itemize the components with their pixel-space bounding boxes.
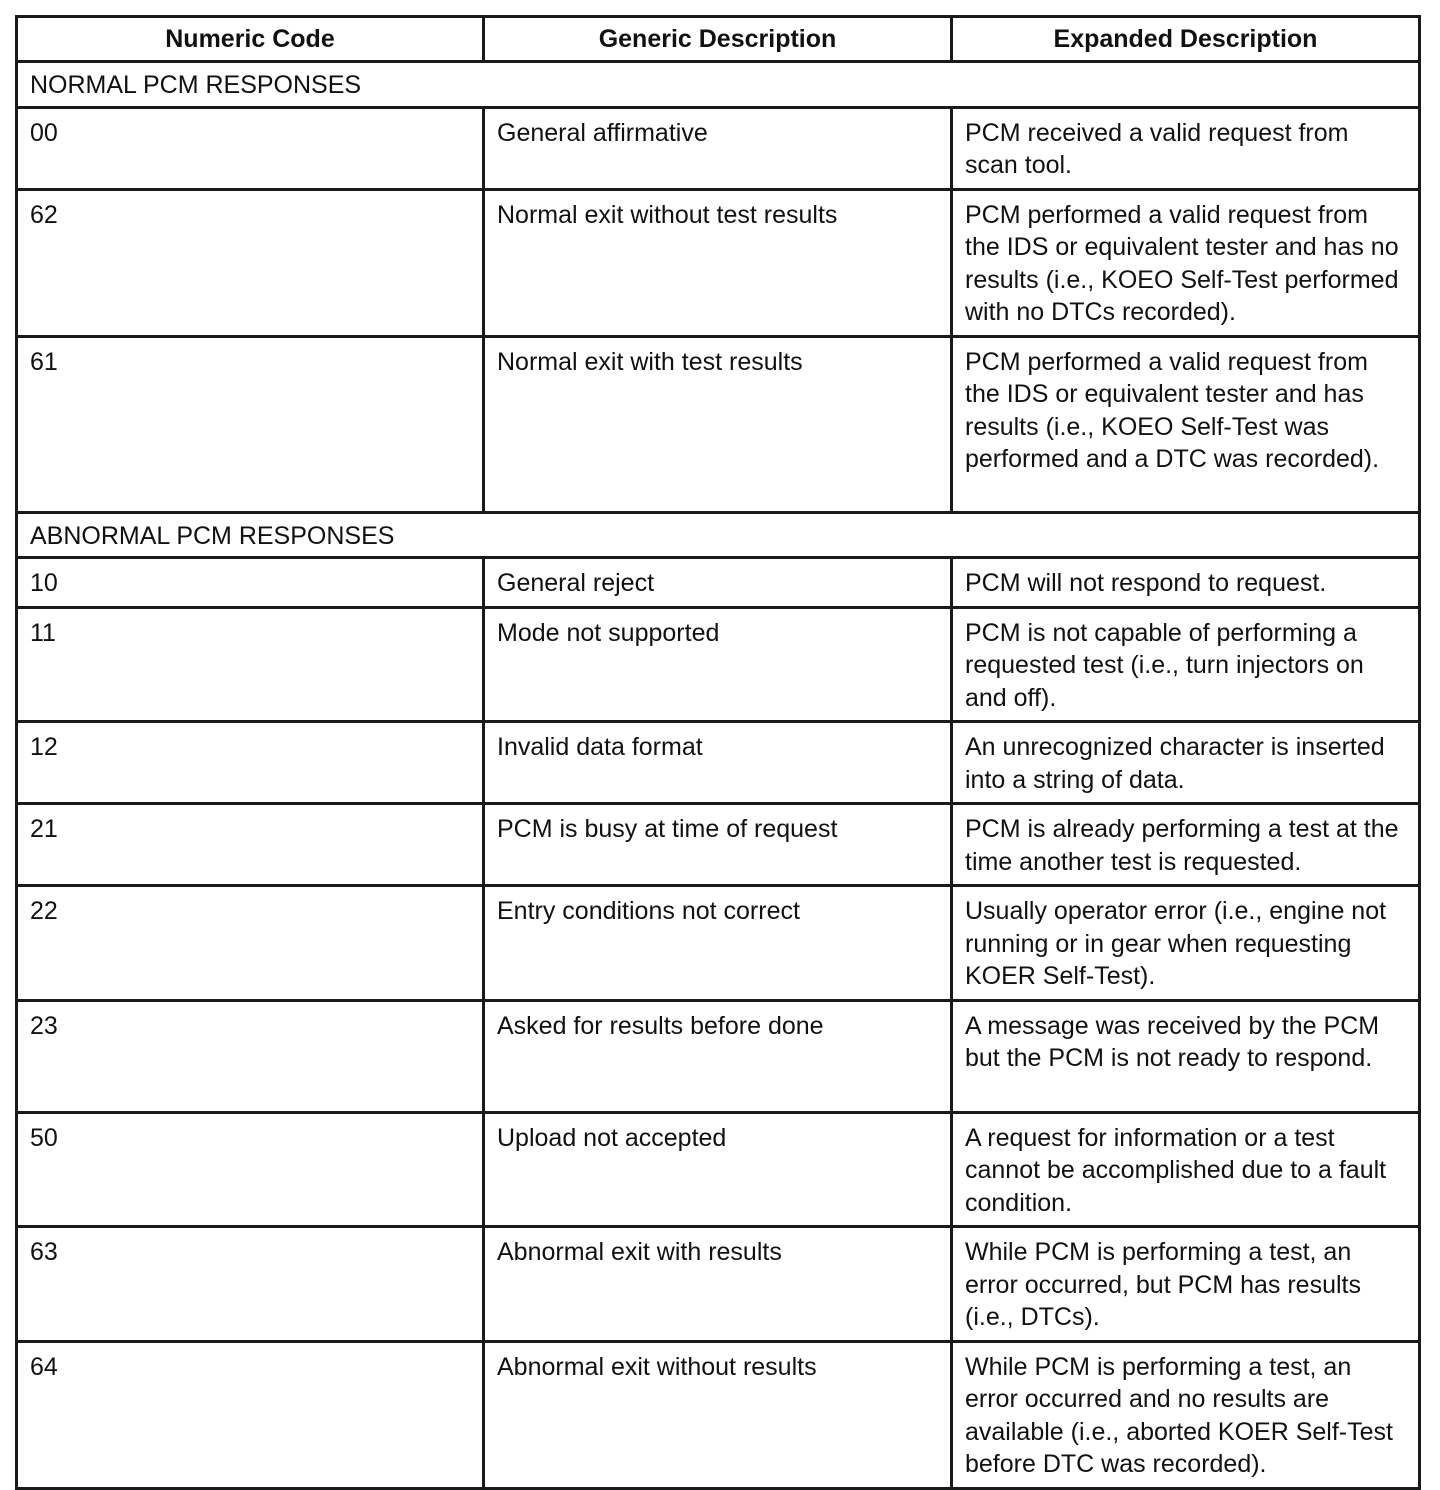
header-numeric-code: Numeric Code: [17, 17, 484, 62]
generic-description-cell: Normal exit with test results: [484, 336, 952, 512]
expanded-description-cell: While PCM is performing a test, an error occurred and no results are available (i.e., aborted KOER Self-Test before DTC was recorded).: [952, 1341, 1420, 1488]
code-cell: 63: [17, 1227, 484, 1342]
header-expanded-description: Expanded Description: [952, 17, 1420, 62]
expanded-description-cell: A message was received by the PCM but the PCM is not ready to respond.: [952, 1000, 1420, 1112]
code-cell: 12: [17, 722, 484, 804]
table-row: [17, 1341, 1420, 1488]
generic-description-cell: Abnormal exit without results: [484, 1341, 952, 1488]
code-cell: 21: [17, 804, 484, 886]
table-row: [17, 1227, 1420, 1342]
table-row: [17, 107, 1420, 189]
generic-description-cell: Upload not accepted: [484, 1112, 952, 1227]
generic-description-cell: Abnormal exit with results: [484, 1227, 952, 1342]
generic-description-cell: Asked for results before done: [484, 1000, 952, 1112]
generic-description-cell: Mode not supported: [484, 607, 952, 722]
section-row-abnormal: [17, 512, 1420, 558]
table-row: [17, 607, 1420, 722]
expanded-description-cell: PCM is already performing a test at the time another test is requested.: [952, 804, 1420, 886]
table-row: [17, 722, 1420, 804]
generic-description-cell: General reject: [484, 558, 952, 608]
expanded-description-cell: Usually operator error (i.e., engine not running or in gear when requesting KOER Self-Test).: [952, 886, 1420, 1001]
generic-description-cell: Invalid data format: [484, 722, 952, 804]
code-cell: 61: [17, 336, 484, 512]
table-row: [17, 336, 1420, 512]
expanded-description-cell: PCM will not respond to request.: [952, 558, 1420, 608]
code-cell: 64: [17, 1341, 484, 1488]
expanded-description-cell: A request for information or a test cannot be accomplished due to a fault condition.: [952, 1112, 1420, 1227]
generic-description-cell: PCM is busy at time of request: [484, 804, 952, 886]
table-row: [17, 1112, 1420, 1227]
code-cell: 00: [17, 107, 484, 189]
section-row-normal: [17, 62, 1420, 108]
generic-description-cell: Entry conditions not correct: [484, 886, 952, 1001]
table-row: [17, 189, 1420, 336]
header-generic-description: Generic Description: [484, 17, 952, 62]
code-cell: 62: [17, 189, 484, 336]
code-cell: 23: [17, 1000, 484, 1112]
expanded-description-cell: PCM performed a valid request from the IDS or equivalent tester and has results (i.e., KOEO Self-Test was performed and a DTC was recorded).: [952, 336, 1420, 512]
code-cell: 11: [17, 607, 484, 722]
code-cell: 22: [17, 886, 484, 1001]
expanded-description-cell: PCM performed a valid request from the IDS or equivalent tester and has no results (i.e., KOEO Self-Test performed with no DTCs recorded).: [952, 189, 1420, 336]
expanded-description-cell: While PCM is performing a test, an error occurred, but PCM has results (i.e., DTCs).: [952, 1227, 1420, 1342]
section-title: ABNORMAL PCM RESPONSES: [17, 512, 1420, 558]
pcm-response-codes-table: [15, 15, 1421, 1490]
expanded-description-cell: PCM received a valid request from scan tool.: [952, 107, 1420, 189]
table-row: [17, 558, 1420, 608]
header-row: [17, 17, 1420, 62]
generic-description-cell: General affirmative: [484, 107, 952, 189]
expanded-description-cell: An unrecognized character is inserted into a string of data.: [952, 722, 1420, 804]
code-cell: 50: [17, 1112, 484, 1227]
table-row: [17, 804, 1420, 886]
table-row: [17, 1000, 1420, 1112]
expanded-description-cell: PCM is not capable of performing a requested test (i.e., turn injectors on and off).: [952, 607, 1420, 722]
table-row: [17, 886, 1420, 1001]
generic-description-cell: Normal exit without test results: [484, 189, 952, 336]
code-cell: 10: [17, 558, 484, 608]
section-title: NORMAL PCM RESPONSES: [17, 62, 1420, 108]
